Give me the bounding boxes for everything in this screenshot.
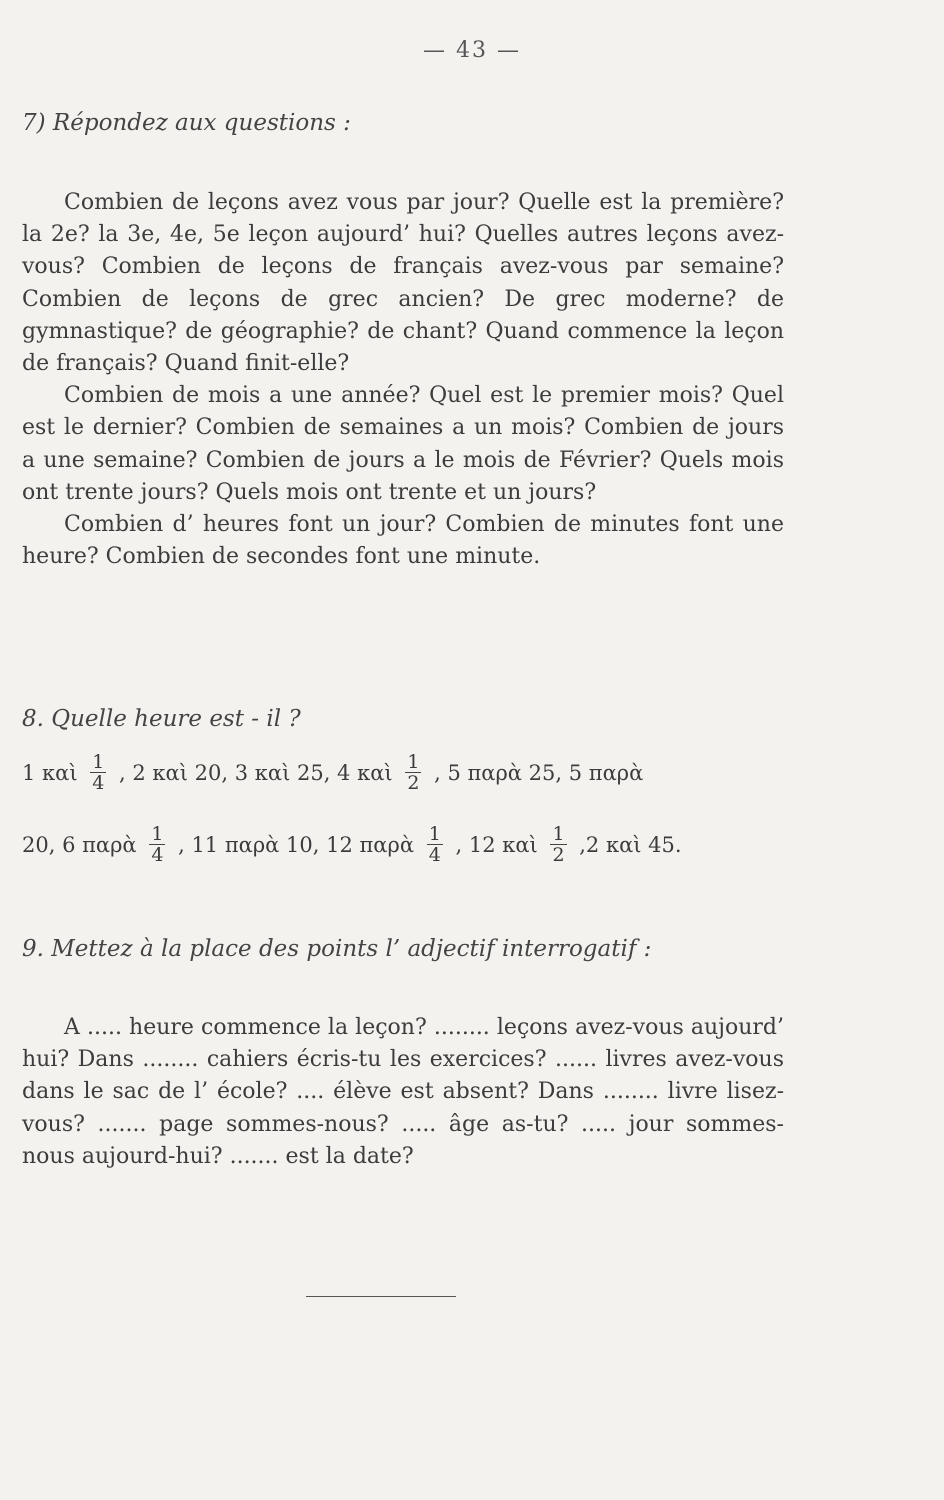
line-2-text-4: ,2 καὶ 45. bbox=[579, 832, 682, 857]
exercise-8-line-2 bbox=[22, 824, 792, 884]
exercise-8-heading: 8. Quelle heure est - il ? bbox=[22, 706, 301, 732]
line-2-text-2: , 11 παρὰ 10, 12 παρὰ bbox=[178, 832, 415, 857]
fraction: $\frac{1}{4}$ bbox=[92, 751, 105, 794]
exercise-7-text bbox=[22, 187, 784, 573]
line-2-text-1: 20, 6 παρὰ bbox=[22, 832, 137, 857]
exercise-9-paragraph: A ..... heure commence la leçon? ........ leçons avez-vous aujourd’ hui? Dans ........ cahiers écris-tu les exercices? ...... livres avez-vous dans le sac de l’ école? .... élève est absent? Dans ........ livre lisez-vous? ....... page sommes-nous? ..... âge as-tu? ..... jour sommes-nous aujourd-hui? ....... est la date? bbox=[22, 1015, 784, 1169]
exercise-7-heading: 7) Répondez aux questions : bbox=[22, 110, 351, 136]
exercise-7-paragraph-3: Combien d’ heures font un jour? Combien de minutes font une heure? Combien de secondes font une minute. bbox=[22, 512, 784, 570]
line-2-text-3: , 12 καὶ bbox=[455, 832, 538, 857]
line-1-text-1: 1 καὶ bbox=[22, 760, 78, 785]
fraction: $\frac{1}{4}$ bbox=[428, 823, 441, 866]
fraction: $\frac{1}{2}$ bbox=[407, 751, 420, 794]
fraction: $\frac{1}{4}$ bbox=[151, 823, 164, 866]
line-1-text-2: , 2 καὶ 20, 3 καὶ 25, 4 καὶ bbox=[119, 760, 393, 785]
fraction: $\frac{1}{2}$ bbox=[552, 823, 565, 866]
page-number: — 43 — bbox=[423, 38, 521, 63]
exercise-7-paragraph-2: Combien de mois a une année? Quel est le premier mois? Quel est le dernier? Combien de semaines a un mois? Combien de jours a une semaine? Combien de jours a le mois de Février? Quels mois ont trente jours? Quels mois ont trente et un jours? bbox=[22, 383, 784, 505]
exercise-8-line-1 bbox=[22, 752, 792, 812]
exercise-7-paragraph-1: Combien de leçons avez vous par jour? Quelle est la première? la 2e? la 3e, 4e, 5e leçon aujourd’ hui? Quelles autres leçons avez-vous? Combien de leçons de français avez-vous par semaine? Combien de leçons de grec ancien? De grec moderne? de gymnastique? de géographie? de chant? Quand commence la leçon de français? Quand finit-elle? bbox=[22, 190, 784, 377]
closing-rule bbox=[306, 1296, 456, 1297]
line-1-text-3: , 5 παρὰ 25, 5 παρὰ bbox=[434, 760, 644, 785]
exercise-9-text bbox=[22, 1012, 784, 1173]
exercise-9-heading: 9. Mettez à la place des points l’ adjectif interrogatif : bbox=[22, 936, 652, 962]
